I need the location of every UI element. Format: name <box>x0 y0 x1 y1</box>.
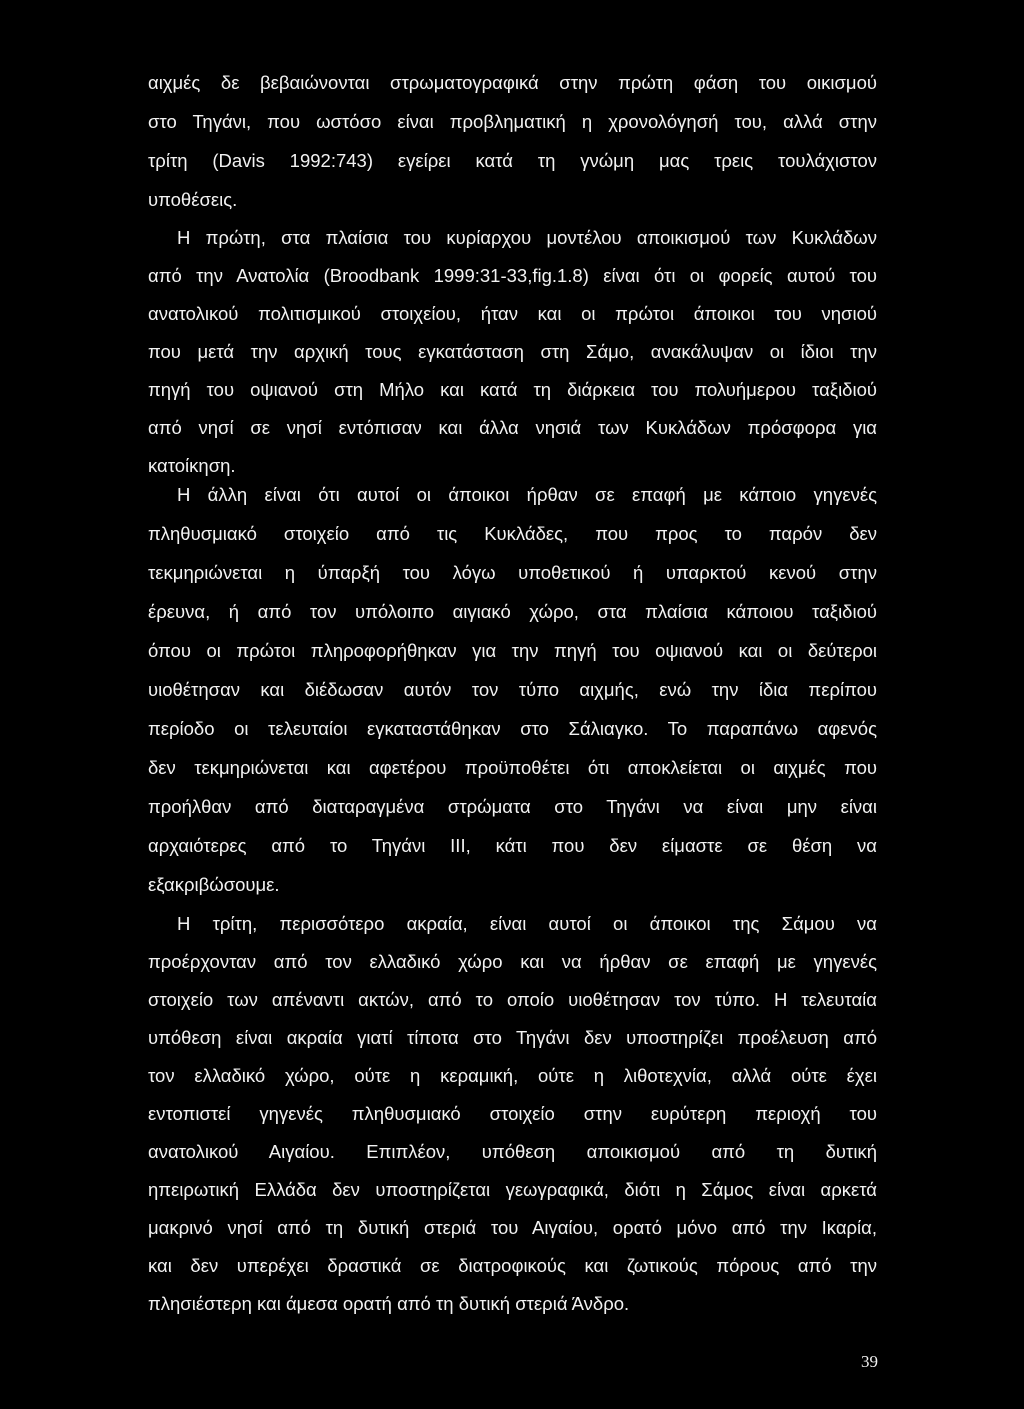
body-text-line: στοιχείο των απέναντι ακτών, από το οποίο υιοθέτησαν τον τύπο. Η τελευταία <box>148 989 877 1010</box>
body-text-line: ηπειρωτική Ελλάδα δεν υποστηρίζεται γεωγραφικά, διότι η Σάμος είναι αρκετά <box>148 1179 877 1200</box>
body-text-line: μακρινό νησί από τη δυτική στεριά του Αιγαίου, ορατό μόνο από την Ικαρία, <box>148 1217 877 1238</box>
body-text-line: προέρχονταν από τον ελλαδικό χώρο και να ήρθαν σε επαφή με γηγενές <box>148 951 877 972</box>
body-text-line: Η τρίτη, περισσότερο ακραία, είναι αυτοί οι άποικοι της Σάμου να <box>177 913 877 934</box>
body-text-line: εξακριβώσουμε. <box>148 874 280 895</box>
body-text-line: πλησιέστερη και άμεσα ορατή από τη δυτική στεριά Άνδρο. <box>148 1293 630 1314</box>
body-text-line: δεν τεκμηριώνεται και αφετέρου προϋποθέτει ότι αποκλείεται οι αιχμές που <box>148 757 877 778</box>
body-text-line: αρχαιότερες από το Τηγάνι ΙΙΙ, κάτι που δεν είμαστε σε θέση να <box>148 835 877 856</box>
body-text-line: ανατολικού Αιγαίου. Επιπλέον, υπόθεση αποικισμού από τη δυτική <box>148 1141 877 1162</box>
body-text-line: κατοίκηση. <box>148 455 236 476</box>
body-text-line: από νησί σε νησί εντόπισαν και άλλα νησιά των Κυκλάδων πρόσφορα για <box>148 417 877 438</box>
body-text-line: περίοδο οι τελευταίοι εγκαταστάθηκαν στο Σάλιαγκο. Το παραπάνω αφενός <box>148 718 877 739</box>
body-text-line: που μετά την αρχική τους εγκατάσταση στη Σάμο, ανακάλυψαν οι ίδιοι την <box>148 341 877 362</box>
body-text-line: και δεν υπερέχει δραστικά σε διατροφικούς και ζωτικούς πόρους από την <box>148 1255 877 1276</box>
page-number: 39 <box>861 1352 878 1371</box>
body-text-line: Η πρώτη, στα πλαίσια του κυρίαρχου μοντέλου αποικισμού των Κυκλάδων <box>177 227 877 248</box>
body-text-line: εντοπιστεί γηγενές πληθυσμιακό στοιχείο στην ευρύτερη περιοχή του <box>148 1103 877 1124</box>
body-text-line: έρευνα, ή από τον υπόλοιπο αιγιακό χώρο, στα πλαίσια κάποιου ταξιδιού <box>148 601 877 622</box>
body-text-line: Η άλλη είναι ότι αυτοί οι άποικοι ήρθαν σε επαφή με κάποιο γηγενές <box>177 484 877 505</box>
body-text-line: αιχμές δε βεβαιώνονται στρωματογραφικά στην πρώτη φάση του οικισμού <box>148 72 877 93</box>
body-text-line: πληθυσμιακό στοιχείο από τις Κυκλάδες, που προς το παρόν δεν <box>148 523 877 544</box>
body-text-line: όπου οι πρώτοι πληροφορήθηκαν για την πηγή του οψιανού και οι δεύτεροι <box>148 640 877 661</box>
body-text-line: πηγή του οψιανού στη Μήλο και κατά τη διάρκεια του πολυήμερου ταξιδιού <box>148 379 877 400</box>
body-text-line: προήλθαν από διαταραγμένα στρώματα στο Τηγάνι να είναι μην είναι <box>148 796 877 817</box>
body-text-line: υιοθέτησαν και διέδωσαν αυτόν τον τύπο αιχμής, ενώ την ίδια περίπου <box>148 679 877 700</box>
body-text-line: τον ελλαδικό χώρο, ούτε η κεραμική, ούτε η λιθοτεχνία, αλλά ούτε έχει <box>148 1065 877 1086</box>
body-text-line: ανατολικού πολιτισμικού στοιχείου, ήταν και οι πρώτοι άποικοι του νησιού <box>148 303 877 324</box>
body-text-line: υποθέσεις. <box>148 189 238 210</box>
body-text-line: στο Τηγάνι, που ωστόσο είναι προβληματική η χρονολόγησή του, αλλά στην <box>148 111 877 132</box>
body-text-line: από την Ανατολία (Broodbank 1999:31-33,fig.1.8) είναι ότι οι φορείς αυτού του <box>148 265 877 286</box>
body-text-line: τρίτη (Davis 1992:743) εγείρει κατά τη γνώμη μας τρεις τουλάχιστον <box>148 150 877 171</box>
body-text-line: τεκμηριώνεται η ύπαρξή του λόγω υποθετικού ή υπαρκτού κενού στην <box>148 562 877 583</box>
body-text-line: υπόθεση είναι ακραία γιατί τίποτα στο Τηγάνι δεν υποστηρίζει προέλευση από <box>148 1027 877 1048</box>
